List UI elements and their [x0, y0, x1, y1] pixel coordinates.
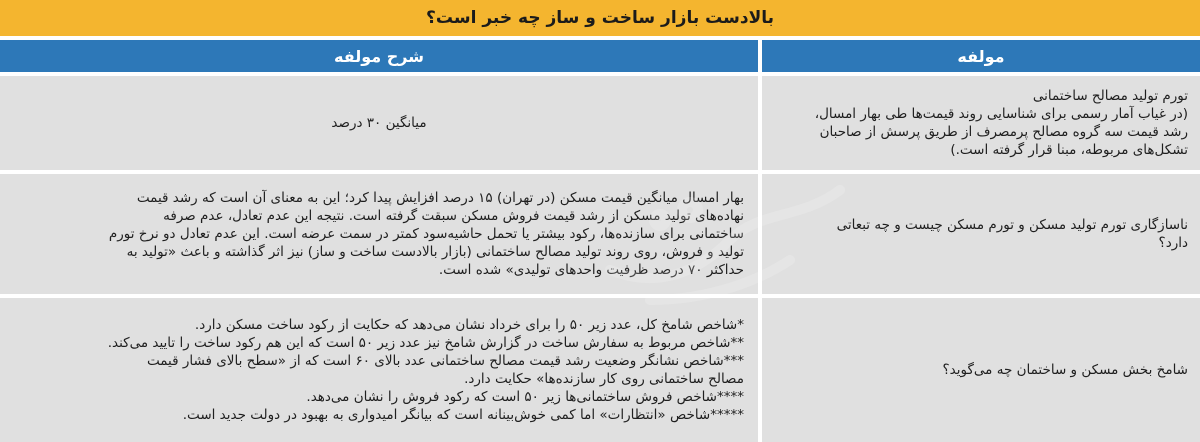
row-3-description-line: ****شاخص فروش ساختمانی‌ها زیر ۵۰ است که رکود فروش را نشان می‌دهد.	[306, 389, 744, 405]
row-3-description-line: *شاخص شامخ کل، عدد زیر ۵۰ را برای خرداد نشان می‌دهد که حکایت از رکود ساخت مسکن دارد.	[194, 317, 744, 333]
row-3-component-line: شامخ بخش مسکن و ساختمان چه می‌گوید؟	[942, 362, 1188, 378]
row-2-component-line: ناسازگاری تورم تولید مسکن و تورم مسکن چیست و چه تبعاتی	[836, 217, 1188, 233]
header-component-label: مولفه	[957, 46, 1005, 66]
row-2-description-cell	[0, 174, 758, 294]
row-2-description-line: ساختمانی برای سازنده‌ها، رکود بیشتر یا تحمل حاشیه‌سود کمتر در سمت عرضه است. این عدم تعادل دو نرخ تورم	[108, 226, 744, 242]
table-title: بالادست بازار ساخت و ساز چه خبر است؟	[426, 8, 774, 28]
row-2-description-line: حداکثر ۷۰ درصد ظرفیت واحدهای تولیدی» شده است.	[438, 262, 744, 278]
header-component	[762, 40, 1200, 72]
row-1-description-text	[14, 114, 744, 132]
row-2-description-text	[14, 189, 744, 279]
row-3-description-line: **شاخص مربوط به سفارش ساخت در گزارش شامخ نیز عدد زیر ۵۰ است که این هم رکود ساخت را تایید می‌کند.	[107, 335, 744, 351]
table-title-bar	[0, 0, 1200, 36]
row-1-description-line: میانگین ۳۰ درصد	[331, 115, 427, 131]
row-1-component-text	[776, 87, 1188, 159]
row-3-component-cell	[762, 298, 1200, 442]
row-2-component-text	[776, 216, 1188, 252]
row-3-description-line: مصالح ساختمانی روی کار سازنده‌ها» حکایت دارد.	[464, 371, 744, 387]
row-2-description-line: نهاده‌های تولید مسکن از رشد قیمت فروش مسکن سبقت گرفته است. نتیجه این عدم تعادل، عدم صرفه	[163, 208, 744, 224]
row-1-component-line: رشد قیمت سه گروه مصالح پرمصرف از طریق پرسش از صاحبان	[819, 124, 1188, 140]
row-2-description-line: بهار امسال میانگین قیمت مسکن (در تهران) ۱۵ درصد افزایش پیدا کرد؛ این به معنای آن است که رشد قیمت	[136, 190, 744, 206]
row-3-description-cell	[0, 298, 758, 442]
row-2-component-line: دارد؟	[1158, 235, 1188, 251]
row-3-description-text	[14, 316, 744, 424]
row-1-component-line: تورم تولید مصالح ساختمانی	[1032, 88, 1188, 104]
header-description-label: شرح مولفه	[334, 46, 424, 66]
row-3-description-line: ***شاخص نشانگر وضعیت رشد قیمت مصالح ساختمانی عدد بالای ۶۰ است که از «سطح بالای فشار قیمت	[146, 353, 744, 369]
row-1-component-line: تشکل‌های مربوطه، مبنا قرار گرفته است.)	[950, 142, 1188, 158]
row-1-description-cell	[0, 76, 758, 170]
row-2-description-line: تولید و فروش، روی روند تولید مصالح ساختمانی (بازار بالادست ساخت و ساز) نیز اثر گذاشته و باعث «تولید به	[126, 244, 744, 260]
row-3-description-line: *****شاخص «انتظارات» اما کمی خوش‌بینانه است که بیانگر امیدواری به بهبود در دولت جدید است.	[182, 407, 744, 423]
row-1-component-line: (در غیاب آمار رسمی برای شناسایی روند قیمت‌ها طی بهار امسال،	[814, 106, 1188, 122]
row-1-component-cell	[762, 76, 1200, 170]
header-description	[0, 40, 758, 72]
row-3-component-text	[776, 361, 1188, 379]
row-2-component-cell	[762, 174, 1200, 294]
